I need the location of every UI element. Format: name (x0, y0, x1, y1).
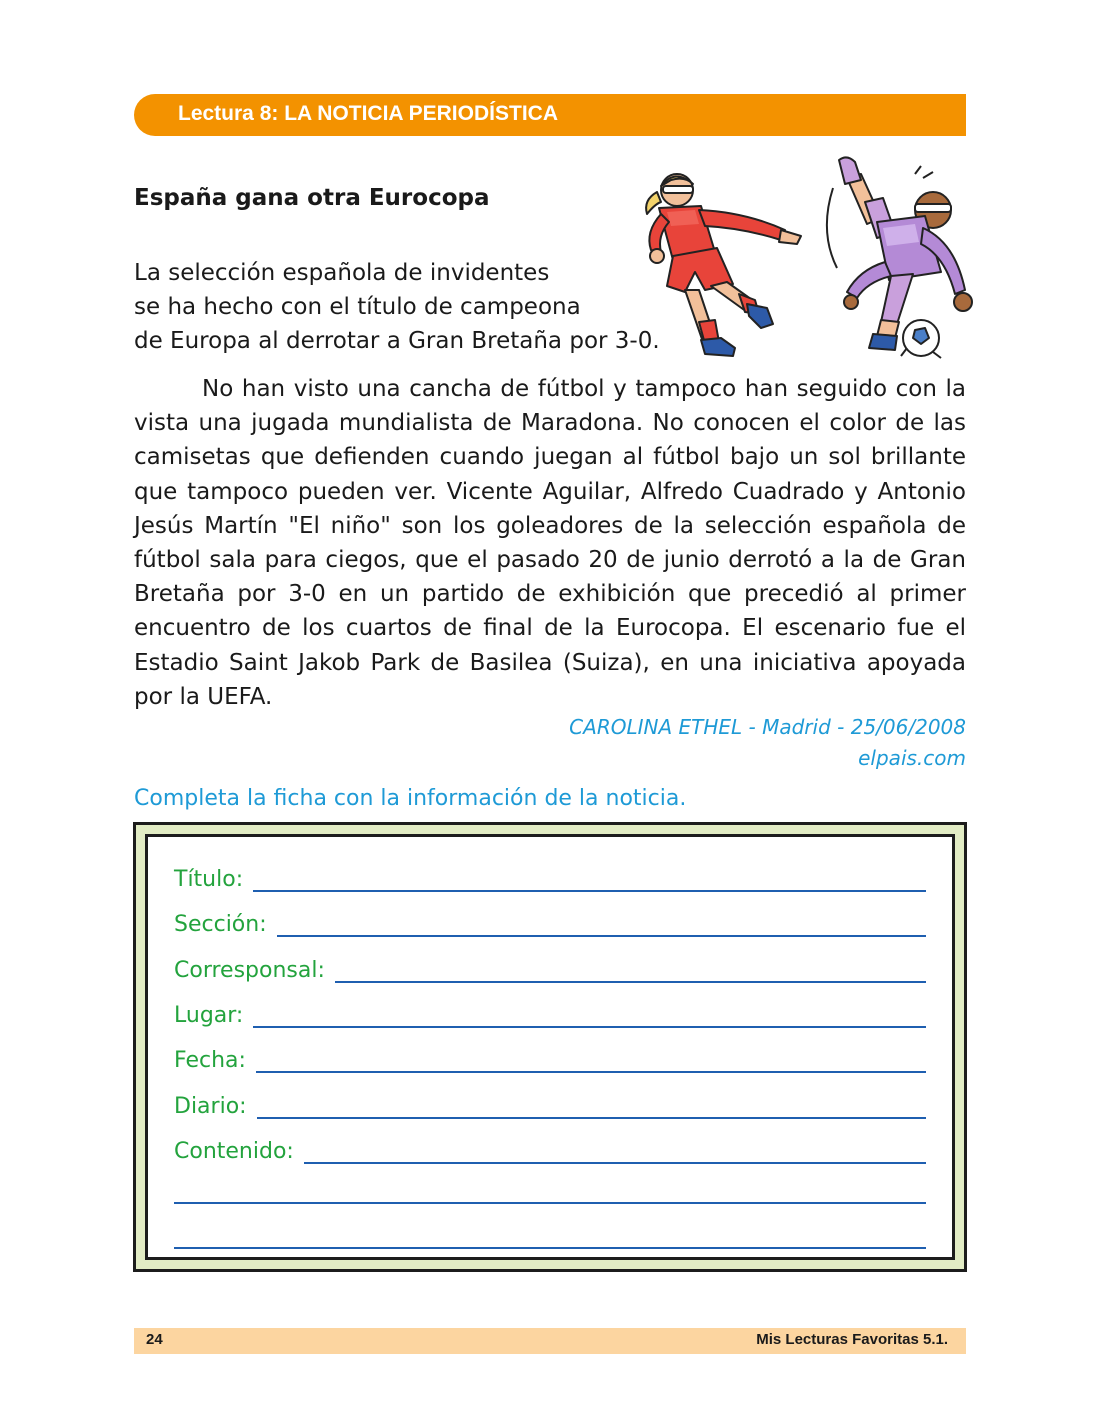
field-titulo (174, 859, 926, 895)
answer-line-extra[interactable] (174, 1247, 926, 1249)
field-contenido (174, 1131, 926, 1167)
field-label: Título: (174, 867, 244, 892)
field-seccion (174, 904, 926, 940)
answer-line[interactable] (257, 1117, 926, 1119)
field-label: Diario: (174, 1094, 247, 1119)
section-header-title: Lectura 8: LA NOTICIA PERIODÍSTICA (178, 102, 558, 125)
article-byline: CAROLINA ETHEL - Madrid - 25/06/2008 (569, 715, 966, 739)
player-purple-illustration (827, 157, 972, 358)
answer-line[interactable] (304, 1162, 926, 1164)
exercise-instruction: Completa la ficha con la información de la noticia. (134, 786, 687, 811)
info-card (145, 834, 955, 1260)
answer-line[interactable] (253, 890, 926, 892)
info-card-frame (133, 822, 967, 1272)
field-label: Sección: (174, 912, 267, 937)
page-number: 24 (146, 1331, 163, 1348)
section-header (134, 94, 966, 136)
football-players-illustration (615, 152, 980, 366)
answer-line[interactable] (253, 1026, 926, 1028)
book-title: Mis Lecturas Favoritas 5.1. (756, 1331, 948, 1348)
answer-line[interactable] (256, 1071, 926, 1073)
page-footer (134, 1328, 966, 1354)
article-body: No han visto una cancha de fútbol y tampoco han seguido con la vista una jugada mundialista de Maradona. No conocen el color de las camisetas que defienden cuando juegan al fútbol bajo un sol brillante que tampoco pueden ver. Vicente Aguilar, Alfredo Cuadrado y Antonio Jesús Martín "El niño" son los goleadores de la selección española de fútbol sala para ciegos, que el pasado 20 de junio derrotó a la de Gran Bretaña por 3-0 en un partido de exhibición que precedió al primer encuentro de los cuartos de final de la Eurocopa. El escenario fue el Estadio Saint Jakob Park de Basilea (Suiza), en una iniciativa apoyada por la UEFA. (134, 376, 966, 710)
player-red-illustration (646, 174, 801, 356)
field-label: Corresponsal: (174, 958, 325, 983)
article-lead-line: se ha hecho con el título de campeona (134, 294, 581, 320)
field-label: Lugar: (174, 1003, 244, 1028)
answer-line[interactable] (277, 935, 926, 937)
answer-line[interactable] (335, 981, 926, 983)
article-lead-line: de Europa al derrotar a Gran Bretaña por 3-0. (134, 328, 660, 354)
article-title: España gana otra Eurocopa (134, 185, 490, 211)
answer-line-extra[interactable] (174, 1202, 926, 1204)
field-label: Contenido: (174, 1139, 294, 1164)
article-source: elpais.com (858, 746, 966, 770)
field-corresponsal (174, 950, 926, 986)
article-lead (134, 256, 660, 358)
article-credit (569, 712, 966, 774)
field-lugar (174, 995, 926, 1031)
field-fecha (174, 1040, 926, 1076)
field-label: Fecha: (174, 1048, 246, 1073)
field-diario (174, 1086, 926, 1122)
article-lead-line: La selección española de invidentes (134, 260, 550, 286)
